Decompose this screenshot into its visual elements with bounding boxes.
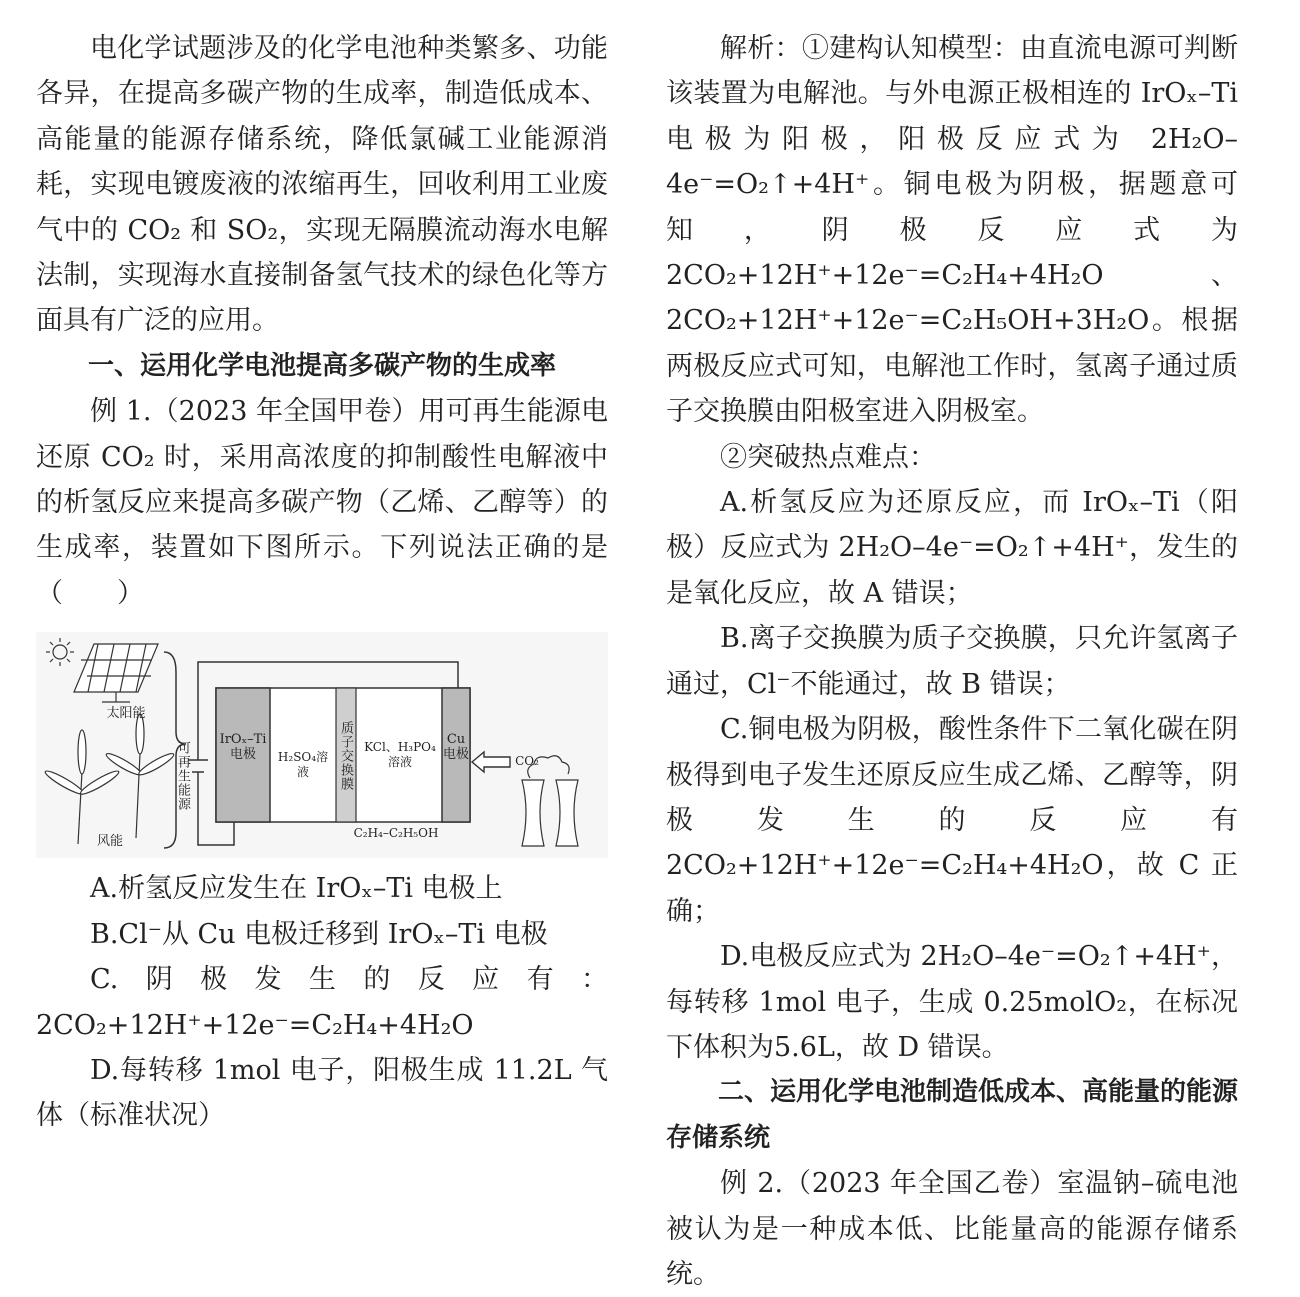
point-a: A.析氢反应为还原反应，而 IrOₓ–Ti（阳极）反应式为 2H₂O–4e⁻=O₂↑+4H⁺，发生的是氧化反应，故 A 错误； [666,487,1238,609]
anode-label: IrOₓ–Ti 电极 [219,732,267,763]
intro-paragraph: 电化学试题涉及的化学电池种类繁多、功能各异，在提高多碳产物的生成率，制造低成本、高能量的能源存储系统，降低氯碱工业能源消耗，实现电镀废液的浓缩再生，回收利用工业废气中的 CO₂ 和 SO₂，实现无隔膜流动海水电解法制，实现海水直接制备氢气技术的绿色化等方面具有广泛的应用。 [36,33,608,337]
figure-drawing [36,632,608,858]
left-column [36,26,608,1139]
membrane-label: 质子交换膜 [338,721,353,792]
product-label: C₂H₄–C₂H₅OH [353,826,439,841]
wind-label: 风能 [96,834,123,850]
section-heading-2: 二、运用化学电池制造低成本、高能量的能源存储系统 [666,1077,1239,1153]
cu-label: Cu 电极 [443,732,470,763]
co2-label: CO₂ [515,754,539,769]
example-2-question: 例 2.（2023 年全国乙卷）室温钠–硫电池被认为是一种成本低、比能量高的能源存储系统。 [666,1168,1238,1290]
option-d: D.每转移 1mol 电子，阳极生成 11.2L 气体（标准状况） [36,1054,608,1132]
electrolysis-cell-figure [36,632,608,858]
option-c: C.阴极发生的反应有：2CO₂+12H⁺+12e⁻=C₂H₄+4H₂O [36,964,608,1041]
example-1-question: 例 1.（2023 年全国甲卷）用可再生能源电还原 CO₂ 时，采用高浓度的抑制酸性电解液中的析氢反应来提高多碳产物（乙烯、乙醇等）的生成率，装置如下图所示。下列说法正确的是（ ） [36,396,608,609]
section-heading-1: 一、运用化学电池提高多碳产物的生成率 [88,350,557,381]
option-b: B.Cl⁻从 Cu 电极迁移到 IrOₓ–Ti 电极 [90,918,548,950]
right-column [666,26,1238,1297]
renewable-source-label: 可再生能源 [175,741,190,812]
point-c: C.铜电极为阴极，酸性条件下二氧化碳在阴极得到电子发生还原反应生成乙烯、乙醇等，阴极发生的反应有 2CO₂+12H⁺+12e⁻=C₂H₄+4H₂O，故 C 正确； [666,714,1238,927]
kcl-label: KCl、H₃PO₄溶液 [364,740,436,770]
solar-label: 太阳能 [106,706,146,722]
option-a: A.析氢反应发生在 IrOₓ–Ti 电极上 [90,873,503,905]
h2so4-label: H₂SO₄溶液 [277,750,329,780]
breakthrough-heading: ②突破热点难点： [720,441,936,473]
point-b: B.离子交换膜为质子交换膜，只允许氢离子通过，Cl⁻不能通过，故 B 错误； [666,623,1238,700]
point-d: D.电极反应式为 2H₂O–4e⁻=O₂↑+4H⁺，每转移 1mol 电子，生成 0.25molO₂，在标况下体积为5.6L，故 D 错误。 [666,941,1238,1063]
analysis-paragraph: 解析：①建构认知模型：由直流电源可判断该装置为电解池。与外电源正极相连的 IrOₓ–Ti电极为阳极，阳极反应式为 2H₂O–4e⁻=O₂↑+4H⁺。铜电极为阴极，据题意可知，阴极反应式为2CO₂+12H⁺+12e⁻=C₂H₄+4H₂O、2CO₂+12H⁺+12e⁻=C₂H₅OH+3H₂O。根据两极反应式可知，电解池工作时，氢离子通过质子交换膜由阳极室进入阴极室。 [666,33,1238,428]
